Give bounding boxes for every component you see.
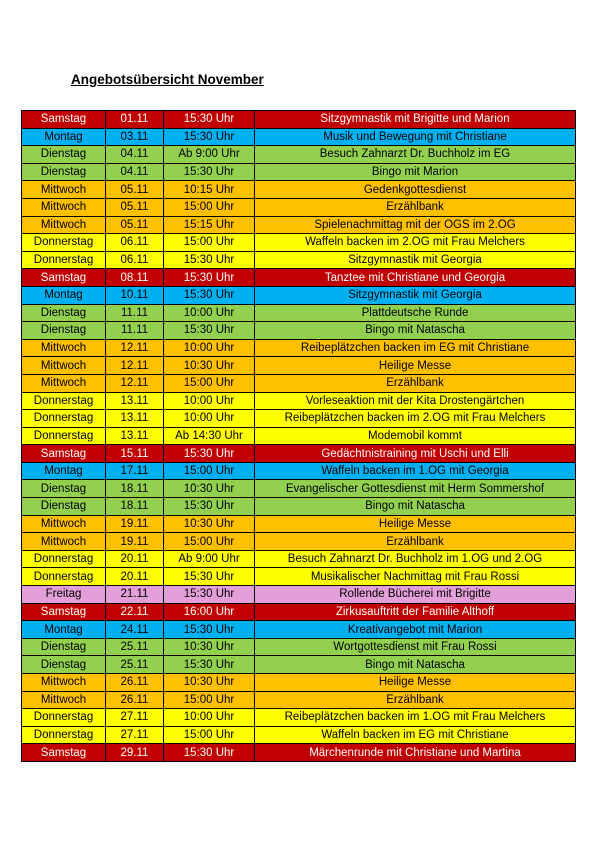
- time-cell: 15:30 Uhr: [164, 744, 255, 762]
- day-cell: Mittwoch: [22, 691, 106, 709]
- time-cell: 10:15 Uhr: [164, 181, 255, 199]
- day-cell: Mittwoch: [22, 533, 106, 551]
- time-cell: 15:30 Uhr: [164, 498, 255, 516]
- time-cell: 15:00 Uhr: [164, 198, 255, 216]
- time-cell: 15:00 Uhr: [164, 533, 255, 551]
- day-cell: Dienstag: [22, 498, 106, 516]
- activity-cell: Erzählbank: [255, 374, 576, 392]
- day-cell: Mittwoch: [22, 357, 106, 375]
- table-row: [22, 410, 576, 428]
- time-cell: 16:00 Uhr: [164, 603, 255, 621]
- activity-cell: Rollende Bücherei mit Brigitte: [255, 586, 576, 604]
- date-cell: 26.11: [106, 691, 164, 709]
- activity-cell: Bingo mit Natascha: [255, 656, 576, 674]
- table-row: [22, 691, 576, 709]
- date-cell: 26.11: [106, 674, 164, 692]
- table-row: [22, 357, 576, 375]
- date-cell: 05.11: [106, 198, 164, 216]
- day-cell: Samstag: [22, 744, 106, 762]
- activity-cell: Gedenkgottesdienst: [255, 181, 576, 199]
- table-row: [22, 709, 576, 727]
- date-cell: 25.11: [106, 656, 164, 674]
- day-cell: Samstag: [22, 603, 106, 621]
- table-row: [22, 462, 576, 480]
- day-cell: Montag: [22, 462, 106, 480]
- date-cell: 27.11: [106, 709, 164, 727]
- activity-cell: Besuch Zahnarzt Dr. Buchholz im 1.OG und 2.OG: [255, 550, 576, 568]
- date-cell: 05.11: [106, 216, 164, 234]
- day-cell: Dienstag: [22, 163, 106, 181]
- table-row: [22, 603, 576, 621]
- activity-cell: Gedächtnistraining mit Uschi und Elli: [255, 445, 576, 463]
- date-cell: 15.11: [106, 445, 164, 463]
- table-row: [22, 146, 576, 164]
- day-cell: Donnerstag: [22, 234, 106, 252]
- table-row: [22, 638, 576, 656]
- time-cell: 10:00 Uhr: [164, 410, 255, 428]
- date-cell: 13.11: [106, 427, 164, 445]
- time-cell: 15:00 Uhr: [164, 374, 255, 392]
- day-cell: Donnerstag: [22, 410, 106, 428]
- time-cell: 15:30 Uhr: [164, 445, 255, 463]
- day-cell: Donnerstag: [22, 568, 106, 586]
- activity-cell: Modemobil kommt: [255, 427, 576, 445]
- activity-cell: Heilige Messe: [255, 674, 576, 692]
- table-row: [22, 251, 576, 269]
- activity-cell: Waffeln backen im EG mit Christiane: [255, 726, 576, 744]
- table-row: [22, 181, 576, 199]
- date-cell: 05.11: [106, 181, 164, 199]
- day-cell: Donnerstag: [22, 392, 106, 410]
- activity-cell: Erzählbank: [255, 533, 576, 551]
- table-row: [22, 674, 576, 692]
- table-row: [22, 568, 576, 586]
- table-row: [22, 339, 576, 357]
- time-cell: 15:30 Uhr: [164, 586, 255, 604]
- activity-cell: Plattdeutsche Runde: [255, 304, 576, 322]
- date-cell: 03.11: [106, 128, 164, 146]
- time-cell: 10:30 Uhr: [164, 515, 255, 533]
- activity-cell: Spielenachmittag mit der OGS im 2.OG: [255, 216, 576, 234]
- day-cell: Mittwoch: [22, 181, 106, 199]
- time-cell: 10:00 Uhr: [164, 709, 255, 727]
- activity-cell: Bingo mit Natascha: [255, 498, 576, 516]
- time-cell: 15:30 Uhr: [164, 269, 255, 287]
- day-cell: Samstag: [22, 269, 106, 287]
- table-row: [22, 480, 576, 498]
- date-cell: 25.11: [106, 638, 164, 656]
- table-row: [22, 304, 576, 322]
- date-cell: 04.11: [106, 146, 164, 164]
- day-cell: Dienstag: [22, 304, 106, 322]
- time-cell: 15:00 Uhr: [164, 234, 255, 252]
- date-cell: 04.11: [106, 163, 164, 181]
- date-cell: 19.11: [106, 515, 164, 533]
- day-cell: Donnerstag: [22, 251, 106, 269]
- time-cell: 15:30 Uhr: [164, 568, 255, 586]
- table-row: [22, 163, 576, 181]
- day-cell: Dienstag: [22, 638, 106, 656]
- table-row: [22, 216, 576, 234]
- activity-cell: Sitzgymnastik mit Brigitte und Marion: [255, 111, 576, 129]
- time-cell: 15:00 Uhr: [164, 726, 255, 744]
- date-cell: 27.11: [106, 726, 164, 744]
- activity-cell: Reibeplätzchen backen im 1.OG mit Frau Melchers: [255, 709, 576, 727]
- day-cell: Mittwoch: [22, 374, 106, 392]
- schedule-body: [22, 111, 576, 762]
- table-row: [22, 427, 576, 445]
- date-cell: 06.11: [106, 234, 164, 252]
- day-cell: Donnerstag: [22, 427, 106, 445]
- activity-cell: Heilige Messe: [255, 515, 576, 533]
- time-cell: 10:30 Uhr: [164, 480, 255, 498]
- table-row: [22, 234, 576, 252]
- activity-cell: Sitzgymnastik mit Georgia: [255, 251, 576, 269]
- day-cell: Mittwoch: [22, 515, 106, 533]
- activity-cell: Kreativangebot mit Marion: [255, 621, 576, 639]
- table-row: [22, 533, 576, 551]
- activity-cell: Musik und Bewegung mit Christiane: [255, 128, 576, 146]
- day-cell: Donnerstag: [22, 550, 106, 568]
- time-cell: 10:00 Uhr: [164, 304, 255, 322]
- date-cell: 29.11: [106, 744, 164, 762]
- table-row: [22, 744, 576, 762]
- table-row: [22, 374, 576, 392]
- activity-cell: Reibeplätzchen backen im 2.OG mit Frau Melchers: [255, 410, 576, 428]
- time-cell: 15:30 Uhr: [164, 128, 255, 146]
- table-row: [22, 550, 576, 568]
- date-cell: 11.11: [106, 304, 164, 322]
- day-cell: Donnerstag: [22, 709, 106, 727]
- time-cell: 15:30 Uhr: [164, 111, 255, 129]
- date-cell: 22.11: [106, 603, 164, 621]
- day-cell: Dienstag: [22, 146, 106, 164]
- date-cell: 11.11: [106, 322, 164, 340]
- table-row: [22, 128, 576, 146]
- activity-cell: Evangelischer Gottesdienst mit Herm Sommershof: [255, 480, 576, 498]
- table-row: [22, 621, 576, 639]
- activity-cell: Reibeplätzchen backen im EG mit Christiane: [255, 339, 576, 357]
- activity-cell: Wortgottesdienst mit Frau Rossi: [255, 638, 576, 656]
- day-cell: Mittwoch: [22, 216, 106, 234]
- table-row: [22, 198, 576, 216]
- time-cell: 10:30 Uhr: [164, 357, 255, 375]
- date-cell: 12.11: [106, 374, 164, 392]
- day-cell: Montag: [22, 621, 106, 639]
- activity-cell: Tanztee mit Christiane und Georgia: [255, 269, 576, 287]
- time-cell: 15:00 Uhr: [164, 462, 255, 480]
- time-cell: Ab 14:30 Uhr: [164, 427, 255, 445]
- time-cell: 10:30 Uhr: [164, 674, 255, 692]
- activity-cell: Vorleseaktion mit der Kita Drostengärtchen: [255, 392, 576, 410]
- day-cell: Mittwoch: [22, 339, 106, 357]
- time-cell: 15:15 Uhr: [164, 216, 255, 234]
- activity-cell: Heilige Messe: [255, 357, 576, 375]
- day-cell: Mittwoch: [22, 198, 106, 216]
- day-cell: Freitag: [22, 586, 106, 604]
- day-cell: Samstag: [22, 445, 106, 463]
- day-cell: Dienstag: [22, 656, 106, 674]
- time-cell: 15:30 Uhr: [164, 621, 255, 639]
- activity-cell: Erzählbank: [255, 198, 576, 216]
- date-cell: 01.11: [106, 111, 164, 129]
- activity-cell: Erzählbank: [255, 691, 576, 709]
- date-cell: 08.11: [106, 269, 164, 287]
- day-cell: Dienstag: [22, 480, 106, 498]
- table-row: [22, 111, 576, 129]
- date-cell: 24.11: [106, 621, 164, 639]
- activity-cell: Zirkusauftritt der Familie Althoff: [255, 603, 576, 621]
- activity-cell: Märchenrunde mit Christiane und Martina: [255, 744, 576, 762]
- time-cell: 10:00 Uhr: [164, 392, 255, 410]
- table-row: [22, 498, 576, 516]
- time-cell: 15:30 Uhr: [164, 322, 255, 340]
- time-cell: Ab 9:00 Uhr: [164, 146, 255, 164]
- day-cell: Dienstag: [22, 322, 106, 340]
- table-row: [22, 586, 576, 604]
- page-title: Angebotsübersicht November: [71, 72, 264, 87]
- table-row: [22, 322, 576, 340]
- table-row: [22, 269, 576, 287]
- table-row: [22, 656, 576, 674]
- activity-cell: Bingo mit Marion: [255, 163, 576, 181]
- table-row: [22, 515, 576, 533]
- date-cell: 20.11: [106, 550, 164, 568]
- table-row: [22, 445, 576, 463]
- time-cell: 15:30 Uhr: [164, 163, 255, 181]
- activity-cell: Waffeln backen im 2.OG mit Frau Melchers: [255, 234, 576, 252]
- time-cell: 10:00 Uhr: [164, 339, 255, 357]
- date-cell: 21.11: [106, 586, 164, 604]
- day-cell: Montag: [22, 286, 106, 304]
- time-cell: 15:00 Uhr: [164, 691, 255, 709]
- time-cell: 15:30 Uhr: [164, 286, 255, 304]
- activity-cell: Besuch Zahnarzt Dr. Buchholz im EG: [255, 146, 576, 164]
- activity-cell: Sitzgymnastik mit Georgia: [255, 286, 576, 304]
- date-cell: 18.11: [106, 480, 164, 498]
- table-row: [22, 286, 576, 304]
- table-row: [22, 726, 576, 744]
- date-cell: 19.11: [106, 533, 164, 551]
- date-cell: 13.11: [106, 410, 164, 428]
- day-cell: Montag: [22, 128, 106, 146]
- date-cell: 18.11: [106, 498, 164, 516]
- table-row: [22, 392, 576, 410]
- date-cell: 10.11: [106, 286, 164, 304]
- activity-cell: Waffeln backen im 1.OG mit Georgia: [255, 462, 576, 480]
- date-cell: 12.11: [106, 339, 164, 357]
- date-cell: 20.11: [106, 568, 164, 586]
- date-cell: 13.11: [106, 392, 164, 410]
- time-cell: Ab 9:00 Uhr: [164, 550, 255, 568]
- schedule-table: [21, 110, 576, 762]
- date-cell: 17.11: [106, 462, 164, 480]
- time-cell: 10:30 Uhr: [164, 638, 255, 656]
- time-cell: 15:30 Uhr: [164, 251, 255, 269]
- day-cell: Samstag: [22, 111, 106, 129]
- time-cell: 15:30 Uhr: [164, 656, 255, 674]
- day-cell: Donnerstag: [22, 726, 106, 744]
- date-cell: 12.11: [106, 357, 164, 375]
- activity-cell: Bingo mit Natascha: [255, 322, 576, 340]
- day-cell: Mittwoch: [22, 674, 106, 692]
- activity-cell: Musikalischer Nachmittag mit Frau Rossi: [255, 568, 576, 586]
- date-cell: 06.11: [106, 251, 164, 269]
